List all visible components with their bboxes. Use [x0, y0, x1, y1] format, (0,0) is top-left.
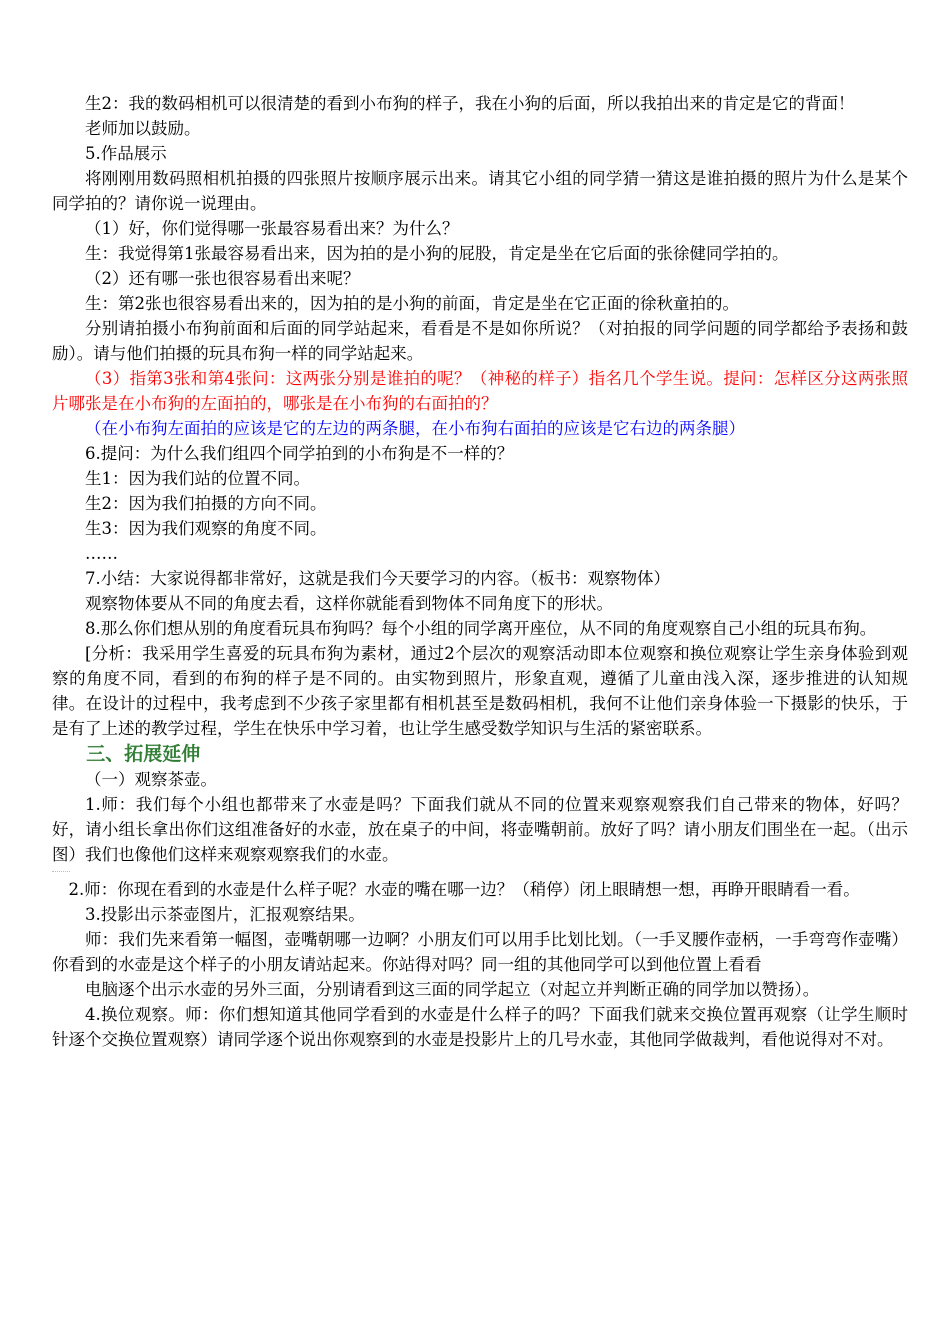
paragraph: 1.师：我们每个小组也都带来了水壶是吗？下面我们就从不同的位置来观察观察我们自己带来的物体，好吗？好，请小组长拿出你们这组准备好的水壶，放在桌子的中间，将壶嘴朝前。放好了吗？请小朋友们围坐在一起。（出示图）我们也像他们这样来观察观察我们的水壶。 — [52, 795, 908, 864]
paragraph: （在小布狗左面拍的应该是它的左边的两条腿，在小布狗右面拍的应该是它右边的两条腿） — [85, 419, 745, 438]
paragraph: （一）观察茶壶。 — [85, 770, 217, 789]
document-body — [52, 91, 908, 1052]
paragraph: 生1：因为我们站的位置不同。 — [85, 469, 310, 488]
paragraph: 生3：因为我们观察的角度不同。 — [85, 519, 327, 538]
extension-section-continued — [52, 877, 908, 1052]
paragraph: 5.作品展示 — [85, 144, 167, 163]
paragraph: 老师加以鼓励。 — [85, 119, 201, 138]
paragraph: 生：第2张也很容易看出来的，因为拍的是小狗的前面，肯定是坐在它正面的徐秋童拍的。 — [85, 294, 739, 313]
page-break-marker — [52, 867, 908, 877]
paragraph: [分析：我采用学生喜爱的玩具布狗为素材，通过2个层次的观察活动即本位观察和换位观察让学生亲身体验到观察的角度不同，看到的布狗的样子是不同的。由实物到照片，形象直观，遵循了儿童由浅入深，逐步推进的认知规律。在设计的过程中，我考虑到不少孩子家里都有相机甚至是数码相机，我何不让他们亲身体验一下摄影的快乐，于是有了上述的教学过程，学生在快乐中学习着，也让学生感受数学知识与生活的紧密联系。 — [52, 644, 908, 738]
paragraph: 观察物体要从不同的角度去看，这样你就能看到物体不同角度下的形状。 — [85, 594, 613, 613]
paragraph: 生2：我的数码相机可以很清楚的看到小布狗的样子，我在小狗的后面，所以我拍出来的肯定是它的背面！ — [85, 94, 855, 113]
paragraph: 生：我觉得第1张最容易看出来，因为拍的是小狗的屁股，肯定是坐在它后面的张徐健同学拍的。 — [85, 244, 789, 263]
paragraph: 3.投影出示茶壶图片，汇报观察结果。 — [85, 905, 365, 924]
paragraph: 7.小结：大家说得都非常好，这就是我们今天要学习的内容。（板书：观察物体） — [85, 569, 670, 588]
paragraph: 8.那么你们想从别的角度看玩具布狗吗？每个小组的同学离开座位，从不同的角度观察自己小组的玩具布狗。 — [85, 619, 877, 638]
paragraph: （2）还有哪一张也很容易看出来呢？ — [85, 269, 360, 288]
paragraph: 6.提问：为什么我们组四个同学拍到的小布狗是不一样的？ — [85, 444, 514, 463]
section-heading: 三、拓展延伸 — [86, 743, 201, 765]
paragraph: 2.师：你现在看到的水壶是什么样子呢？水壶的嘴在哪一边？（稍停）闭上眼睛想一想，再睁开眼睛看一看。 — [68, 880, 860, 899]
paragraph: 电脑逐个出示水壶的另外三面，分别请看到这三面的同学起立（对起立并判断正确的同学加以赞扬）。 — [85, 980, 820, 999]
paragraph: （3）指第3张和第4张问：这两张分别是谁拍的呢？（神秘的样子）指名几个学生说。提问：怎样区分这两张照片哪张是在小布狗的左面拍的，哪张是在小布狗的右面拍的？ — [52, 369, 908, 413]
paragraph: 4.换位观察。师：你们想知道其他同学看到的水壶是什么样子的吗？下面我们就来交换位置再观察（让学生顺时针逐个交换位置观察）请同学逐个说出你观察到的水壶是投影片上的几号水壶，其他同学做裁判，看他说得对不对。 — [52, 1005, 908, 1049]
lesson-steps-section — [52, 91, 908, 741]
paragraph: 生2：因为我们拍摄的方向不同。 — [85, 494, 327, 513]
paragraph: 分别请拍摄小布狗前面和后面的同学站起来，看看是不是如你所说？（对拍报的同学问题的同学都给予表扬和鼓励）。请与他们拍摄的玩具布狗一样的同学站起来。 — [52, 319, 908, 363]
paragraph: 将刚刚用数码照相机拍摄的四张照片按顺序展示出来。请其它小组的同学猜一猜这是谁拍摄的照片为什么是某个同学拍的？请你说一说理由。 — [52, 169, 908, 213]
paragraph: （1）好，你们觉得哪一张最容易看出来？为什么？ — [85, 219, 459, 238]
paragraph: 师：我们先来看第一幅图，壶嘴朝哪一边啊？小朋友们可以用手比划比划。（一手叉腰作壶柄，一手弯弯作壶嘴）你看到的水壶是这个样子的小朋友请站起来。你站得对吗？同一组的其他同学可以到他位置上看看 — [52, 930, 908, 974]
paragraph: …… — [85, 544, 118, 563]
extension-section — [52, 767, 908, 867]
